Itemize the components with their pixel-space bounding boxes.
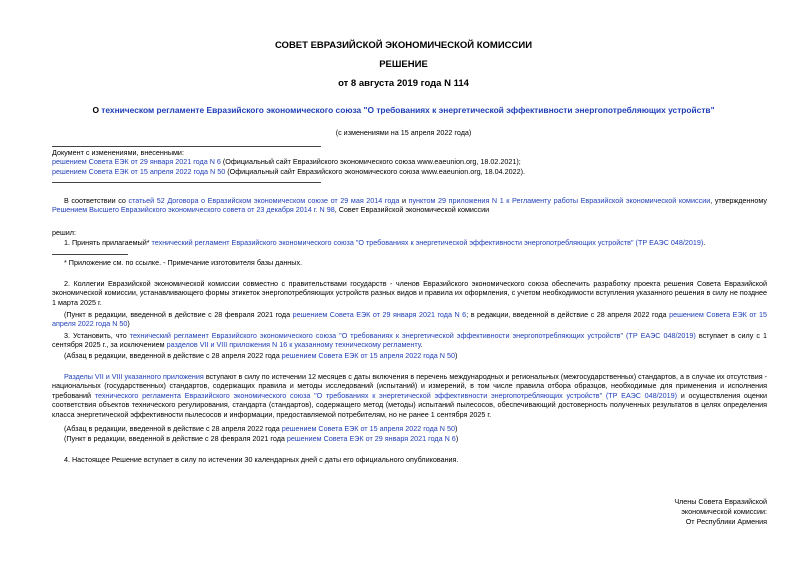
preamble [52,196,767,215]
preamble-text-4: , Совет Евразийской экономической комиссии [334,205,490,215]
change-text-2022: (Официальный сайт Евразийского экономического союза www.eaeunion.org, 18.04.2022). [225,167,526,176]
org-title: СОВЕТ ЕВРАЗИЙСКОЙ ЭКОНОМИЧЕСКОЙ КОМИССИИ [274,40,533,51]
treaty-link[interactable]: статьей 52 Договора о Евразийском экономическом союзе от 29 мая 2014 года [128,196,400,205]
item-2-note-text-2: ; в редакции, введенной в действие с 28 апреля 2022 года [466,310,670,319]
footnote-divider [52,254,128,255]
sections-note-2-end: ) [455,434,459,443]
doc-type: РЕШЕНИЕ [379,59,428,70]
item-1 [64,238,705,248]
change-text-2021: (Официальный сайт Евразийского экономического союза www.eaeunion.org, 18.02.2021); [220,157,521,166]
sections-text-2: и осуществления оценки соответствия объектов технического регулирования, стандарта (стандартов), содержащего метод (методы) испытаний пылесосов, обеспечивающий достоверность полученных результатов в целях определения класса энергетической эффективности пылесосов и информации, предоставляемой потребителям, но не ранее 1 сентября 2025 г. [52,390,767,419]
change-item-2 [52,167,525,177]
sections-link[interactable]: Разделы VII и VIII указанного приложения [64,372,204,381]
signature-line-2: экономической комиссии: [681,507,767,516]
regulation-annex-link[interactable]: пунктом 29 приложения N 1 к Регламенту работы Евразийской экономической комиссии [408,196,711,205]
item-3-regulation-link[interactable]: технический регламент Евразийского экономического союза "О требованиях к энергетической эффективности энергопотребляющих устройств" (ТР ЕАЭС 048/2019) [129,331,696,340]
amendments-note: (с изменениями на 15 апреля 2022 года) [335,128,472,137]
item-3-text-1: 3. Установить, что [64,331,130,340]
item-2: 2. Коллегии Евразийской экономической комиссии совместно с правительствами государств - членов Евразийского экономического союза обеспечить разработку проекта решения Совета Евразийской экономической комиссии, устанавливающего формы этикеток энергопотребляющих устройств разных видов и правила их оформления, с учетом необходимости вступления указанного решения в силу не позднее 1 марта 2025 г. [52,279,767,307]
item-3-note-text-1: (Абзац в редакции, введенной в действие с 28 апреля 2022 года [64,351,282,360]
divider-bottom [52,182,321,183]
preamble-text-3: , утвержденному [710,196,767,205]
doc-date-number: от 8 августа 2019 года N 114 [338,78,469,89]
sections-text-1: вступают в силу по истечении 12 месяцев с даты включения в перечень международных и региональных (межгосударственных) стандартов, а в случае их отсутствия - национальных (государственных) стандартов, содержащих правила и методы исследований (испытаний) и измерений, в том числе правила отбора образцов, необходимые для применения и исполнения требований [52,372,768,400]
sections-note-1-end: ) [454,424,458,433]
preamble-text-1: В соответствии со [64,196,129,205]
divider-top [52,146,321,147]
item-2-note-link-2021[interactable]: решением Совета ЕЭК от 29 января 2021 года N 6 [292,310,467,319]
item-3-sections-link[interactable]: разделов VII и VIII приложения N 16 к указанному техническому регламенту [166,340,421,350]
item-2-note-text-1: (Пункт в редакции, введенной в действие с 28 февраля 2021 года [64,310,293,319]
sections-note-2 [64,434,458,444]
item-3-text-3: . [420,340,423,350]
item-3-text-2: вступает в силу с 1 сентября 2025 г., за исключением [52,331,767,350]
supreme-council-link[interactable]: Решением Высшего Евразийского экономического совета от 23 декабря 2014 г. N 98 [52,205,335,215]
sections-note-1 [64,424,457,434]
item-1-text: 1. Принять прилагаемый* [64,238,152,247]
sections-note-2-link[interactable]: решением Совета ЕЭК от 29 января 2021 года N 6 [286,434,456,443]
sections-note-1-text: (Абзац в редакции, введенной в действие с 28 апреля 2022 года [64,424,282,433]
item-3 [52,331,767,350]
signature-line-3: От Республики Армения [685,517,767,526]
sections-note-2-text: (Пункт в редакции, введенной в действие с 28 февраля 2021 года [64,434,287,443]
changes-intro: Документ с изменениями, внесенными: [52,148,184,157]
preamble-text-2: и [399,196,409,205]
item-3-note-link[interactable]: решением Совета ЕЭК от 15 апреля 2022 года N 50 [281,351,455,360]
doc-title [0,105,807,115]
footnote: * Приложение см. по ссылке. - Примечание изготовителя базы данных. [64,258,303,267]
item-2-note [52,310,767,329]
tech-regulation-link[interactable]: технический регламент Евразийского экономического союза "О требованиях к энергетической эффективности энергопотребляющих устройств" (ТР ЕАЭС 048/2019) [151,238,704,247]
regulation-title-link[interactable]: техническом регламенте Евразийского экономического союза "О требованиях к энергетической эффективности энергопотребляющих устройств" [101,105,715,115]
change-link-2022[interactable]: решением Совета ЕЭК от 15 апреля 2022 года N 50 [52,167,226,176]
item-2-note-link-2022[interactable]: решением Совета ЕЭК от 15 апреля 2022 года N 50 [52,310,767,329]
sections-regulation-link[interactable]: технического регламента Евразийского экономического союза "О требованиях к энергетической эффективности энергопотребляющих устройств" (ТР ЕАЭС 048/2019) [94,390,678,400]
item-2-note-text-3: ) [127,319,130,329]
item-3-note [64,351,457,361]
sections-note-1-link[interactable]: решением Совета ЕЭК от 15 апреля 2022 года N 50 [281,424,455,433]
item-1-end: . [703,238,706,247]
item-4: 4. Настоящее Решение вступает в силу по истечении 30 календарных дней с даты его официального опубликования. [64,455,459,464]
doc-title-prefix: О [92,105,102,115]
item-3-note-text-2: ) [454,351,458,360]
signature-line-1: Члены Совета Евразийской [674,497,767,506]
decided-label: решил: [52,228,76,237]
change-link-2021[interactable]: решением Совета ЕЭК от 29 января 2021 года N 6 [52,157,221,166]
sections-paragraph [52,372,767,419]
change-item-1 [52,157,521,167]
